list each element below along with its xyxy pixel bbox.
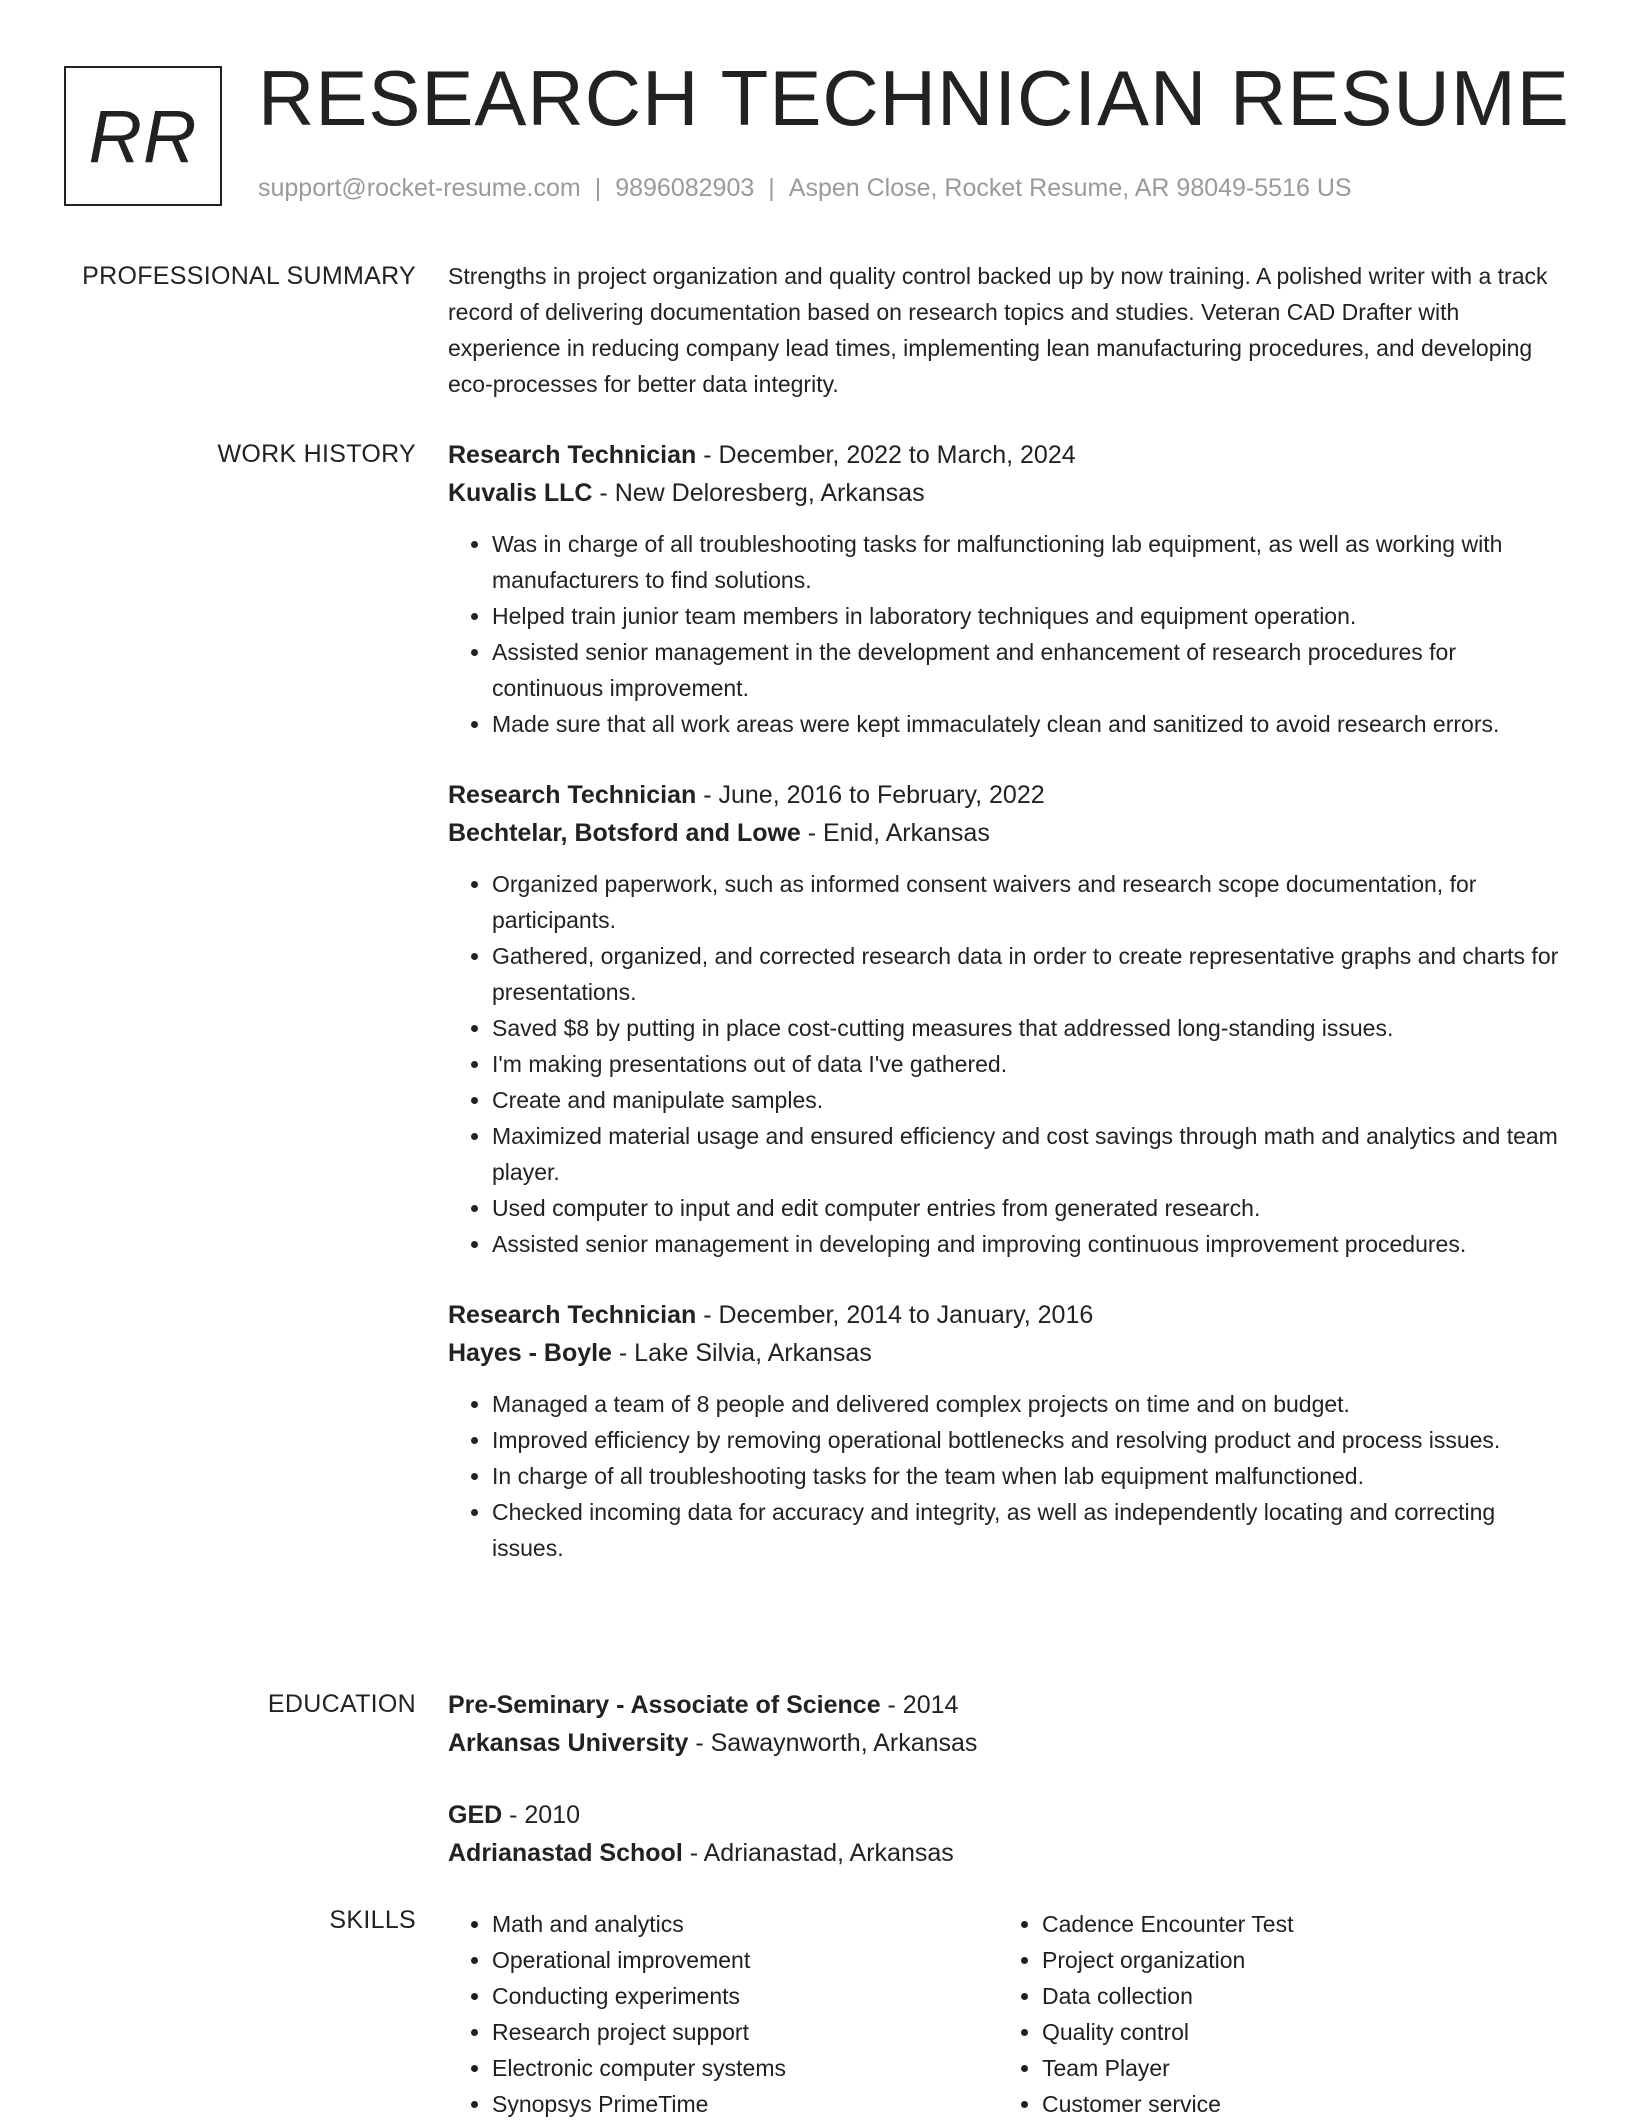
job-title: Research Technician (448, 781, 697, 809)
skills-columns (448, 1906, 1568, 2122)
job-bullet: • Organized paperwork, such as informed consent waivers and research scope documentation, for participants. (492, 866, 1568, 938)
education-location: - Sawaynworth, Arkansas (688, 1729, 978, 1757)
job-title-line (448, 776, 1568, 814)
contact-separator: | (768, 174, 775, 202)
resume-title: RESEARCH TECHNICIAN RESUME (258, 54, 1570, 142)
work-history-list (448, 436, 1568, 1600)
education-location: - Adrianastad, Arkansas (682, 1839, 954, 1867)
job-bullets (448, 1386, 1568, 1566)
skills-heading: SKILLS (329, 1906, 416, 1934)
skill-item: • Operational improvement (492, 1942, 998, 1978)
job-bullet: • Checked incoming data for accuracy and integrity, as well as independently locating and correcting issues. (492, 1494, 1568, 1566)
summary-text: Strengths in project organization and quality control backed up by now training. A polished writer with a track record of delivering documentation based on research topics and studies. Veteran CAD Drafter with experience in reducing company lead times, implementing lean manufacturing procedures, and developing eco-processes for better data integrity. (448, 263, 1548, 397)
contact-phone[interactable]: 9896082903 (615, 174, 755, 202)
job-company: Bechtelar, Botsford and Lowe (448, 819, 801, 847)
job-bullets (448, 526, 1568, 742)
job-bullet: • Helped train junior team members in laboratory techniques and equipment operation. (492, 598, 1568, 634)
skill-item: • Conducting experiments (492, 1978, 998, 2014)
contact-separator: | (594, 174, 602, 202)
skill-item: • Math and analytics (492, 1906, 998, 1942)
skill-item: • Quality control (1042, 2014, 1548, 2050)
skill-item: • Electronic computer systems (492, 2050, 998, 2086)
job-company-line (448, 474, 1568, 512)
skill-item: • Data collection (1042, 1978, 1548, 2014)
job-company-line (448, 1334, 1568, 1372)
education-degree: Pre-Seminary - Associate of Science (448, 1691, 881, 1719)
job-dates: - December, 2022 to March, 2024 (696, 441, 1076, 469)
job-title-line (448, 436, 1568, 474)
job-bullet: • Maximized material usage and ensured efficiency and cost savings through math and analytics and team player. (492, 1118, 1568, 1190)
education-degree: GED (448, 1801, 503, 1829)
job-bullet: • Assisted senior management in developing and improving continuous improvement procedures. (492, 1226, 1568, 1262)
job-title-line (448, 1296, 1568, 1334)
job-bullet: • In charge of all troubleshooting tasks for the team when lab equipment malfunctioned. (492, 1458, 1568, 1494)
skill-item: • Team Player (1042, 2050, 1548, 2086)
job-entry (448, 1296, 1568, 1566)
job-dates: - June, 2016 to February, 2022 (696, 781, 1045, 809)
education-degree-line (448, 1796, 1568, 1834)
summary-heading: PROFESSIONAL SUMMARY (82, 262, 416, 290)
education-degree-line (448, 1686, 1568, 1724)
education-entry (448, 1686, 1568, 1762)
work-history-heading: WORK HISTORY (217, 440, 416, 468)
education-year: - 2014 (880, 1691, 959, 1719)
education-school: Arkansas University (448, 1729, 689, 1757)
job-location: - Enid, Arkansas (800, 819, 990, 847)
skills-list-left (448, 1906, 998, 2122)
contact-email[interactable]: support@rocket-resume.com (258, 174, 581, 202)
contact-address: Aspen Close, Rocket Resume, AR 98049-5516 US (788, 174, 1352, 202)
education-year: - 2010 (502, 1801, 581, 1829)
education-school-line (448, 1834, 1568, 1872)
education-entry (448, 1796, 1568, 1872)
job-bullet: • Gathered, organized, and corrected research data in order to create representative graphs and charts for presentations. (492, 938, 1568, 1010)
skill-item: • Cadence Encounter Test (1042, 1906, 1548, 1942)
job-dates: - December, 2014 to January, 2016 (696, 1301, 1094, 1329)
job-bullets (448, 866, 1568, 1262)
contact-line (258, 174, 1352, 203)
job-bullet: • I'm making presentations out of data I've gathered. (492, 1046, 1568, 1082)
job-location: - Lake Silvia, Arkansas (611, 1339, 872, 1367)
job-entry (448, 436, 1568, 742)
job-bullet: • Managed a team of 8 people and delivered complex projects on time and on budget. (492, 1386, 1568, 1422)
monogram-logo: RR (64, 66, 222, 206)
job-company: Hayes - Boyle (448, 1339, 612, 1367)
education-list (448, 1686, 1568, 1906)
education-heading: EDUCATION (267, 1690, 416, 1718)
job-bullet: • Used computer to input and edit computer entries from generated research. (492, 1190, 1568, 1226)
skill-item: • Research project support (492, 2014, 998, 2050)
job-company-line (448, 814, 1568, 852)
skill-item: • Project organization (1042, 1942, 1548, 1978)
job-bullet: • Was in charge of all troubleshooting tasks for malfunctioning lab equipment, as well as working with manufacturers to find solutions. (492, 526, 1568, 598)
skill-item: • Customer service (1042, 2086, 1548, 2122)
education-school-line (448, 1724, 1568, 1762)
job-title: Research Technician (448, 1301, 697, 1329)
education-school: Adrianastad School (448, 1839, 683, 1867)
job-bullet: • Improved efficiency by removing operational bottlenecks and resolving product and process issues. (492, 1422, 1568, 1458)
job-company: Kuvalis LLC (448, 479, 593, 507)
skills-list-right (998, 1906, 1548, 2122)
job-bullet: • Assisted senior management in the development and enhancement of research procedures for continuous improvement. (492, 634, 1568, 706)
job-title: Research Technician (448, 441, 697, 469)
skill-item: • Synopsys PrimeTime (492, 2086, 998, 2122)
job-bullet: • Made sure that all work areas were kept immaculately clean and sanitized to avoid research errors. (492, 706, 1568, 742)
job-entry (448, 776, 1568, 1262)
job-bullet: • Saved $8 by putting in place cost-cutting measures that addressed long-standing issues. (492, 1010, 1568, 1046)
job-bullet: • Create and manipulate samples. (492, 1082, 1568, 1118)
job-location: - New Deloresberg, Arkansas (592, 479, 925, 507)
